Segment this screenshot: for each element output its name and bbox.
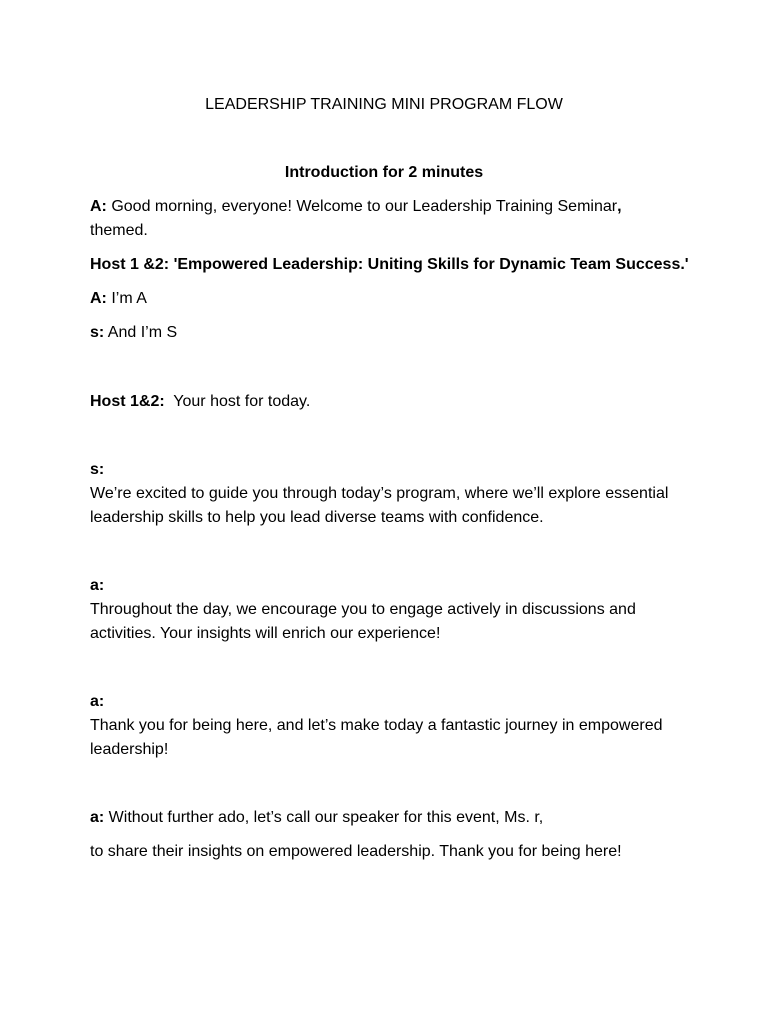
speaker-label: a: <box>90 809 105 826</box>
welcome-comma: , <box>617 198 622 215</box>
thanks-line-2: leadership! <box>90 741 169 758</box>
hosts-text: Your host for today. <box>164 393 311 410</box>
guide-line-2: leadership skills to help you lead diverse teams with confidence. <box>90 509 544 526</box>
speaker-call-line-2: to share their insights on empowered leadership. Thank you for being here! <box>90 843 622 860</box>
speaker-label: A: <box>90 198 107 215</box>
thanks-line-1: Thank you for being here, and let’s make today a fantastic journey in empowered <box>90 717 663 734</box>
welcome-text: Good morning, everyone! Welcome to our Leadership Training Seminar <box>106 198 618 215</box>
theme-text: 'Empowered Leadership: Uniting Skills for Dynamic Team Success.' <box>169 256 689 273</box>
engage-line-2: activities. Your insights will enrich our experience! <box>90 625 441 642</box>
speaker-call-text: Without further ado, let’s call our speaker for this event, Ms. r, <box>104 809 544 826</box>
speaker-label: s: <box>90 324 105 341</box>
intro-a-line <box>90 287 690 311</box>
welcome-line <box>90 195 690 219</box>
guide-speaker: s: <box>90 461 105 478</box>
speaker-label: Host 1 &2: <box>90 256 170 273</box>
intro-heading: Introduction for 2 minutes <box>284 164 484 181</box>
theme-line <box>90 253 690 277</box>
speaker-label: Host 1&2: <box>90 393 165 410</box>
engage-speaker: a: <box>90 577 105 594</box>
document-title: LEADERSHIP TRAINING MINI PROGRAM FLOW <box>205 96 563 113</box>
thanks-speaker: a: <box>90 693 105 710</box>
welcome-line-2: themed. <box>90 222 148 239</box>
guide-line-1: We’re excited to guide you through today’s program, where we’ll explore essential <box>90 485 669 502</box>
intro-s-text: And I’m S <box>104 324 178 341</box>
speaker-label: A: <box>90 290 107 307</box>
engage-line-1: Throughout the day, we encourage you to engage actively in discussions and <box>90 601 636 618</box>
speaker-call-line <box>90 806 690 830</box>
hosts-line <box>90 390 690 414</box>
intro-a-text: I’m A <box>106 290 147 307</box>
intro-s-line <box>90 321 690 345</box>
